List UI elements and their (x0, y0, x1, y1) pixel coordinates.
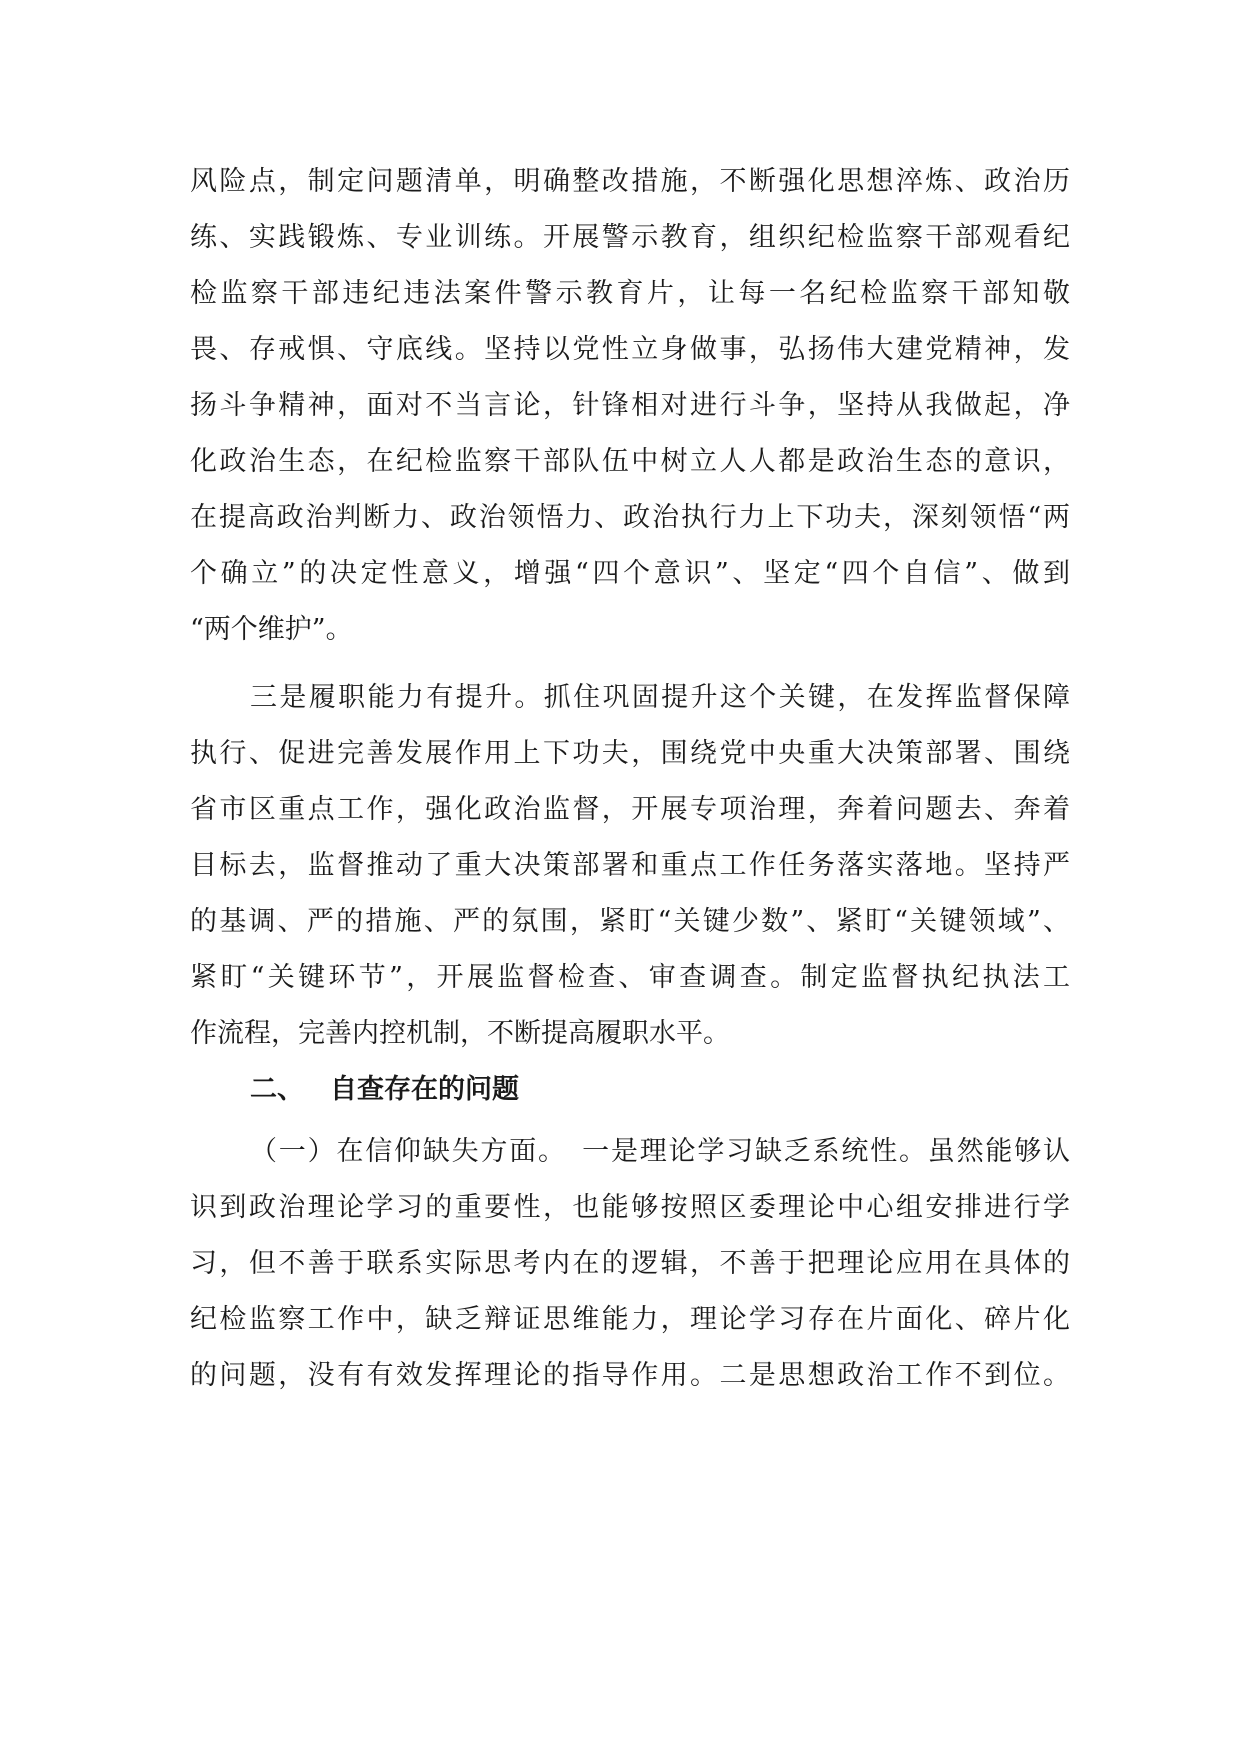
section-number: 二、 (250, 1074, 304, 1105)
paragraph-line: 目标去，监督推动了重大决策部署和重点工作任务落实落地。坚持严 (190, 850, 1070, 881)
paragraph-line: 个确立”的决定性意义，增强“四个意识”、坚定“四个自信”、做到 (190, 558, 1070, 589)
paragraph-line: 执行、促进完善发展作用上下功夫，围绕党中央重大决策部署、围绕 (190, 738, 1070, 769)
section-heading (250, 1068, 519, 1112)
paragraph-line: 紧盯“关键环节”，开展监督检查、审查调查。制定监督执纪执法工 (190, 962, 1070, 993)
paragraph-line: 识到政治理论学习的重要性，也能够按照区委理论中心组安排进行学 (190, 1192, 1070, 1223)
paragraph-line: 畏、存戒惧、守底线。坚持以党性立身做事，弘扬伟大建党精神，发 (190, 334, 1070, 365)
paragraph-line: 的问题，没有有效发挥理论的指导作用。二是思想政治工作不到位。 (190, 1360, 1070, 1391)
paragraph-line: 风险点，制定问题清单，明确整改措施，不断强化思想淬炼、政治历 (190, 166, 1070, 197)
paragraph-line: 习，但不善于联系实际思考内在的逻辑，不善于把理论应用在具体的 (190, 1248, 1070, 1279)
paragraph-line: 扬斗争精神，面对不当言论，针锋相对进行斗争，坚持从我做起，净 (190, 390, 1070, 421)
paragraph-line: 化政治生态，在纪检监察干部队伍中树立人人都是政治生态的意识， (190, 446, 1070, 477)
paragraph-line: 的基调、严的措施、严的氛围，紧盯“关键少数”、紧盯“关键领域”、 (190, 906, 1070, 937)
paragraph-line: “两个维护”。 (190, 614, 353, 645)
paragraph-line: 三是履职能力有提升。抓住巩固提升这个关键，在发挥监督保障 (250, 682, 1070, 713)
section-title: 自查存在的问题 (330, 1074, 519, 1105)
paragraph-line: 在提高政治判断力、政治领悟力、政治执行力上下功夫，深刻领悟“两 (190, 502, 1070, 533)
paragraph-line: 练、实践锻炼、专业训练。开展警示教育，组织纪检监察干部观看纪 (190, 222, 1070, 253)
paragraph-line: 纪检监察工作中，缺乏辩证思维能力，理论学习存在片面化、碎片化 (190, 1304, 1070, 1335)
paragraph-line: 检监察干部违纪违法案件警示教育片，让每一名纪检监察干部知敬 (190, 278, 1070, 309)
paragraph-line: （一）在信仰缺失方面。 一是理论学习缺乏系统性。虽然能够认 (250, 1136, 1070, 1167)
paragraph-line: 作流程，完善内控机制，不断提高履职水平。 (190, 1018, 730, 1049)
paragraph-line: 省市区重点工作，强化政治监督，开展专项治理，奔着问题去、奔着 (190, 794, 1070, 825)
